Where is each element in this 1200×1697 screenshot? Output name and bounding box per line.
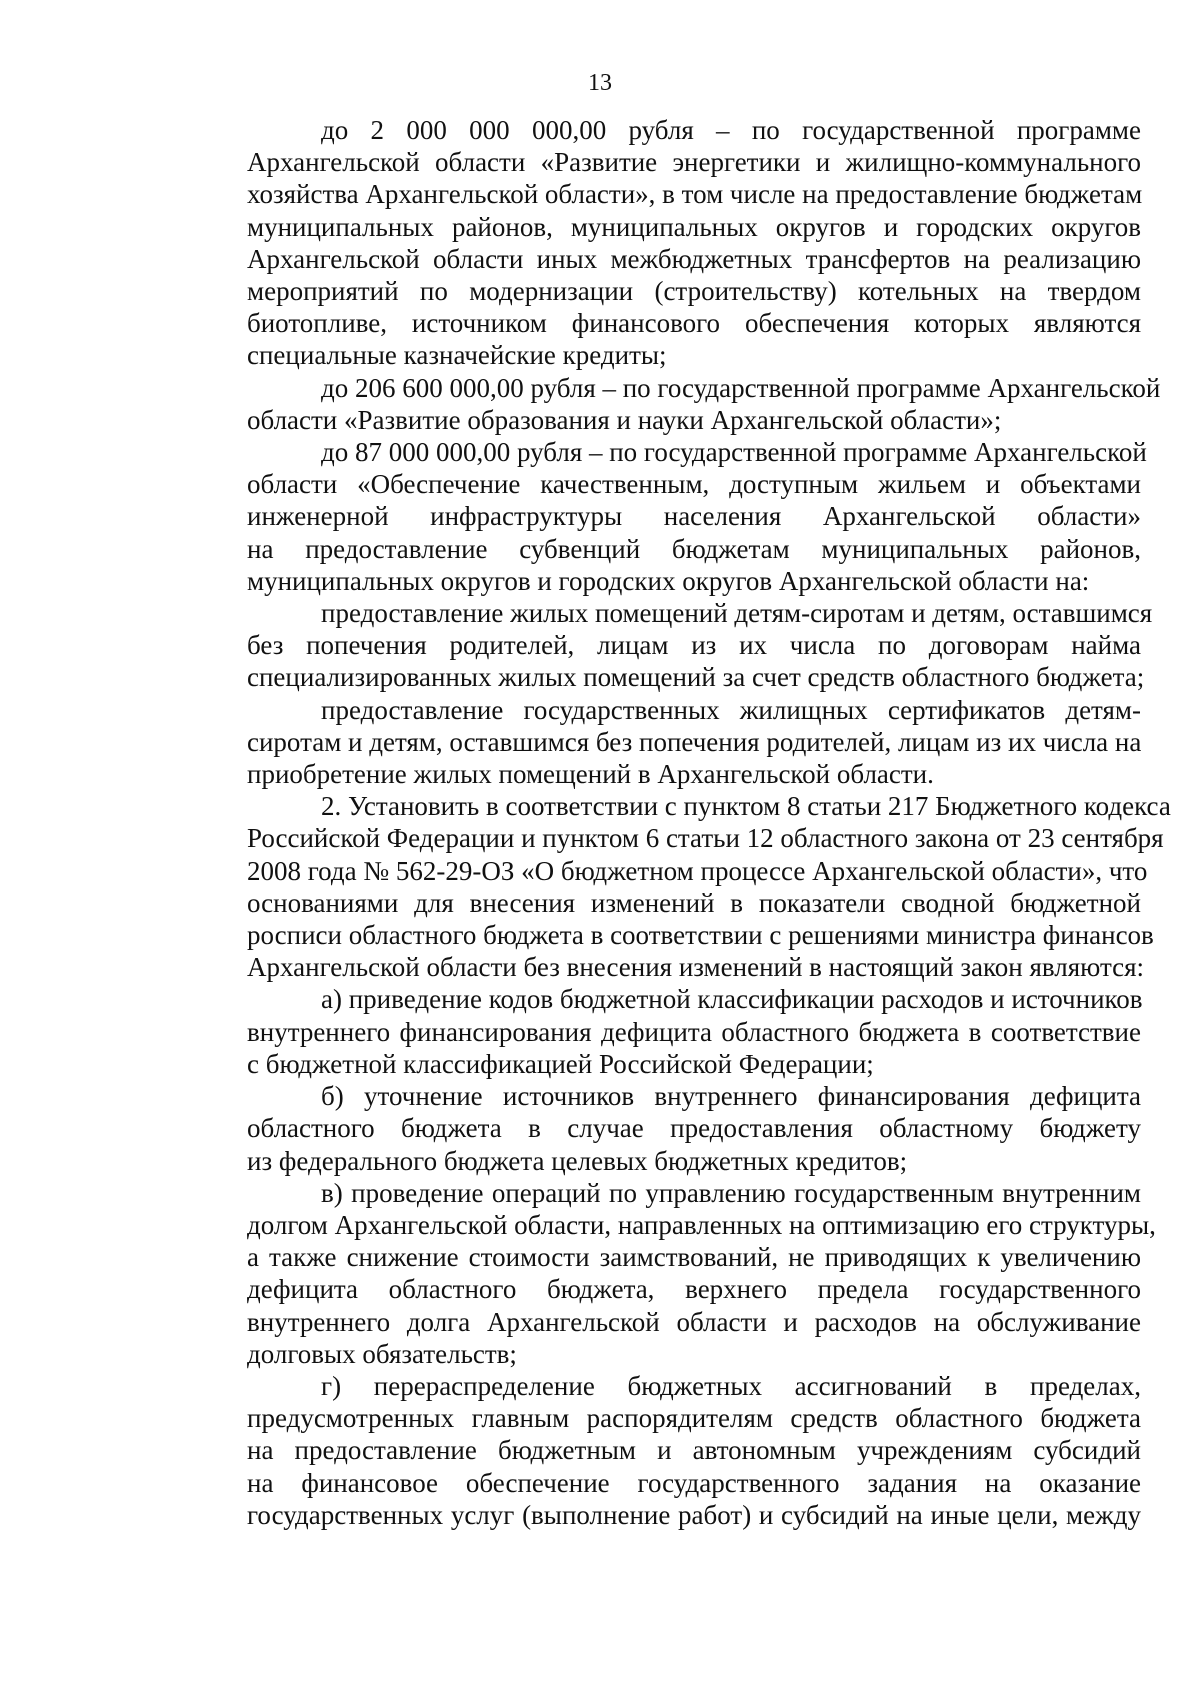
text-line: из федерального бюджета целевых бюджетных кредитов; [247,1145,908,1176]
text-line: мероприятий по модернизации (строительству) котельных на твердом [247,276,1141,307]
text-line: предоставление государственных жилищных сертификатов детям- [321,694,1141,725]
paragraph-p9 [173,1177,1156,1370]
text-line: муниципальных районов, муниципальных округов и городских округов [247,211,1141,242]
text-line: с бюджетной классификацией Российской Федерации; [247,1048,874,1079]
text-line: специализированных жилых помещений за счет средств областного бюджета; [247,662,1145,693]
text-line: а также снижение стоимости заимствований, не приводящих к увеличению [247,1242,1141,1273]
text-line: Архангельской области иных межбюджетных трансфертов на реализацию [247,243,1141,274]
text-line: государственных услуг (выполнение работ) и субсидий на иные цели, между [247,1499,1141,1530]
text-line: приобретение жилых помещений в Архангельской области. [247,759,934,790]
text-line: дефицита областного бюджета, верхнего предела государственного [247,1274,1141,1305]
paragraph-p7 [173,983,1141,1080]
page-number: 13 [588,70,612,96]
paragraph-p1 [173,114,1141,372]
text-line: области «Обеспечение качественным, доступным жильем и объектами [247,469,1141,500]
text-line: росписи областного бюджета в соответствии с решениями министра финансов [247,920,1154,951]
text-line: специальные казначейские кредиты; [247,340,667,371]
text-line: предусмотренных главным распорядителям средств областного бюджета [247,1403,1141,1434]
text-line: 2. Установить в соответствии с пунктом 8 статьи 217 Бюджетного кодекса [321,791,1171,822]
text-line: без попечения родителей, лицам из их числа по договорам найма [247,630,1141,661]
text-line: основаниями для внесения изменений в показатели сводной бюджетной [247,887,1141,918]
text-line: муниципальных округов и городских округов Архангельской области на: [247,565,1090,596]
text-line: до 87 000 000,00 рубля – по государственной программе Архангельской [321,437,1147,468]
text-line: сиротам и детям, оставшимся без попечения родителей, лицам из их числа на [247,726,1142,757]
text-line: долговых обязательств; [247,1338,517,1369]
paragraph-p6 [173,790,1171,983]
text-line: внутреннего долга Архангельской области и расходов на обслуживание [247,1306,1141,1337]
text-line: Российской Федерации и пунктом 6 статьи 12 областного закона от 23 сентября [247,823,1164,854]
paragraph-p8 [173,1080,1141,1177]
text-line: до 2 000 000 000,00 рубля – по государственной программе [321,115,1141,145]
text-line: до 206 600 000,00 рубля – по государственной программе Архангельской [321,372,1161,403]
text-line: биотопливе, источником финансового обеспечения которых являются [247,308,1141,339]
paragraph-p5 [173,694,1141,791]
paragraph-p4 [173,597,1153,694]
paragraph-p2 [173,372,1161,436]
text-line: на предоставление субвенций бюджетам муниципальных районов, [247,533,1141,564]
text-line: 2008 года № 562-29-ОЗ «О бюджетном процессе Архангельской области», что [247,855,1148,886]
paragraph-p10 [173,1370,1141,1531]
text-line: хозяйства Архангельской области», в том числе на предоставление бюджетам [247,179,1143,210]
text-line: долгом Архангельской области, направленных на оптимизацию его структуры, [247,1209,1156,1240]
text-line: инженерной инфраструктуры населения Архангельской области» [247,501,1141,532]
paragraph-p3 [173,436,1147,597]
text-line: б) уточнение источников внутреннего финансирования дефицита [321,1081,1141,1112]
text-line: в) проведение операций по управлению государственным внутренним [321,1177,1141,1208]
document-body [173,114,1171,1531]
text-line: а) приведение кодов бюджетной классификации расходов и источников [321,984,1143,1015]
text-line: области «Развитие образования и науки Архангельской области»; [247,404,1002,435]
text-line: на финансовое обеспечение государственного задания на оказание [247,1467,1141,1498]
text-line: г) перераспределение бюджетных ассигнований в пределах, [321,1370,1141,1401]
text-line: Архангельской области без внесения изменений в настоящий закон являются: [247,952,1145,983]
text-line: на предоставление бюджетным и автономным учреждениям субсидий [247,1435,1141,1466]
text-line: предоставление жилых помещений детям-сиротам и детям, оставшимся [321,598,1153,629]
text-line: областного бюджета в случае предоставления областному бюджету [247,1113,1141,1144]
text-line: внутреннего финансирования дефицита областного бюджета в соответствие [247,1016,1141,1047]
text-line: Архангельской области «Развитие энергетики и жилищно-коммунального [247,147,1141,178]
